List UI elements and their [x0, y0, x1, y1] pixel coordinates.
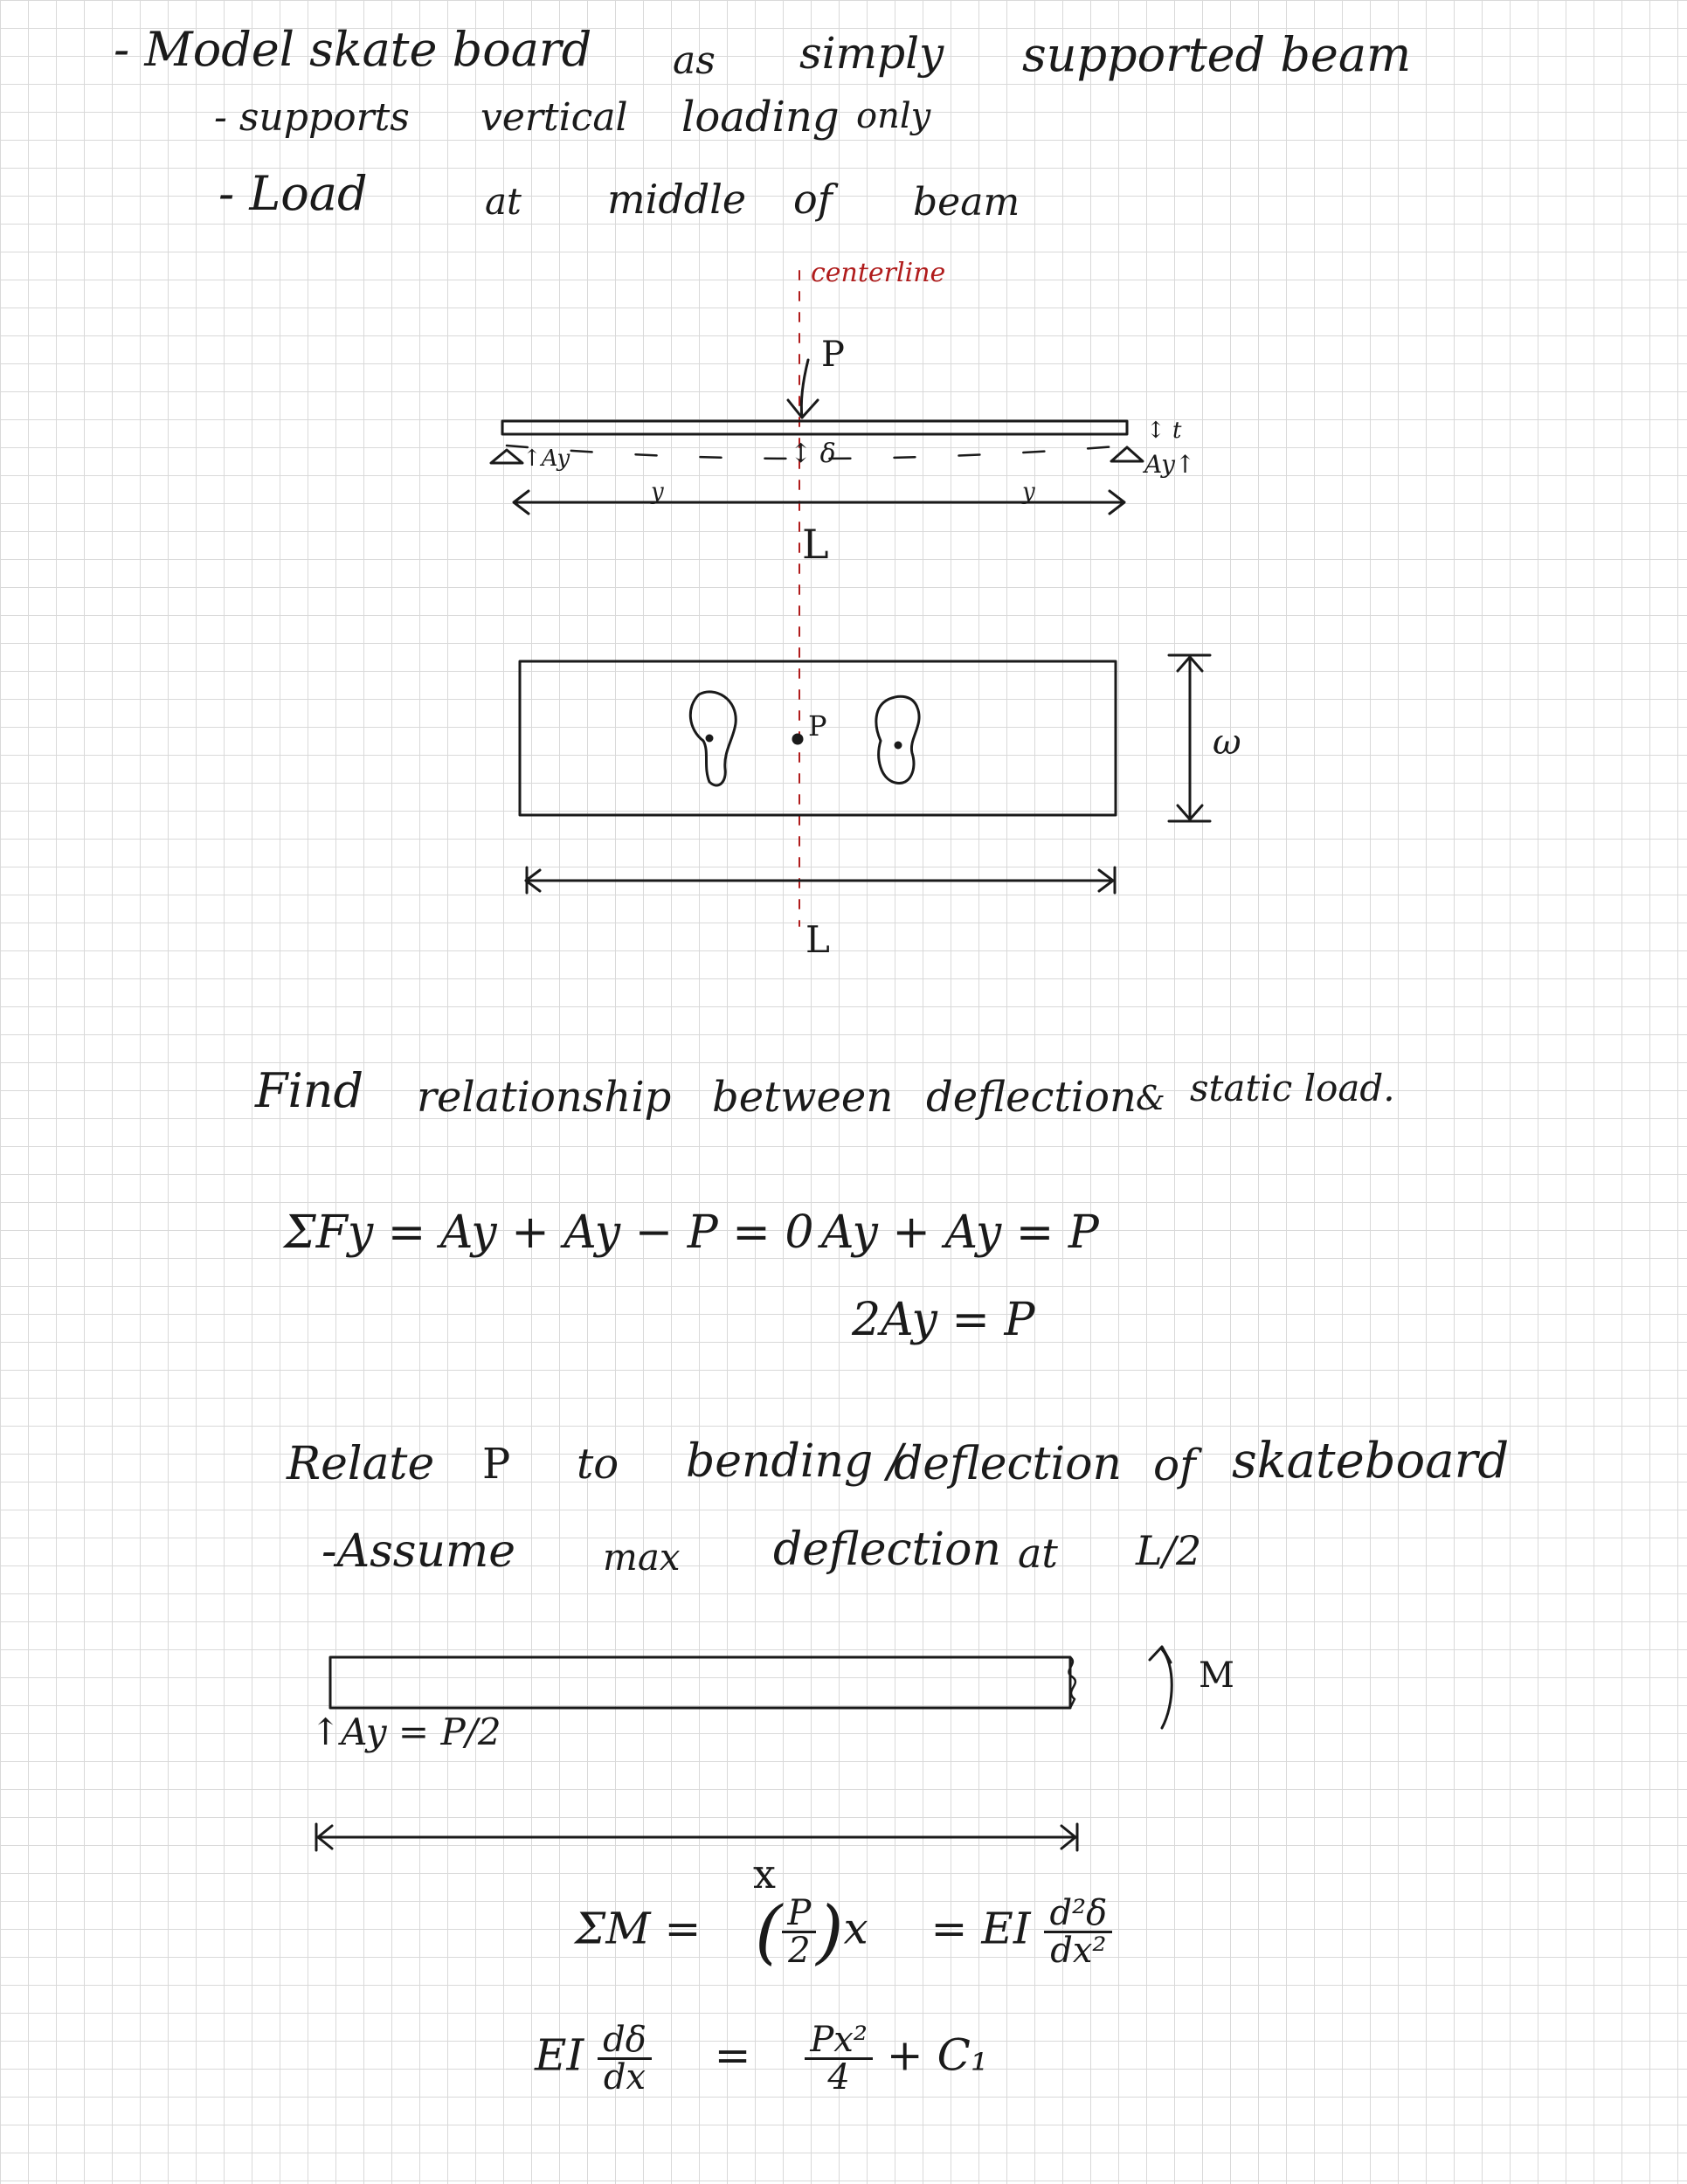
- relate-w2: P: [482, 1440, 511, 1489]
- moment-eq: ΣM = ( $\frac{P}{2}$ )x = EI $\frac{\text{d²δ}}{\text{dx²}}$: [575, 1896, 1112, 1968]
- integral-eq-tail: + C₁: [886, 2029, 988, 2081]
- section-reaction-label: ↑Ay = P/2: [310, 1711, 501, 1753]
- deflection-label: ↕ δ: [790, 439, 836, 469]
- note-line2-a: - supports: [214, 95, 410, 140]
- half-mark-left: y: [651, 479, 664, 505]
- two-ay-eq: 2Ay = P: [852, 1294, 1035, 1346]
- moment-label: M: [1199, 1655, 1234, 1696]
- note-line3-d: of: [793, 176, 833, 223]
- note-line2-b: vertical: [481, 95, 628, 140]
- find-w1: Find: [255, 1063, 364, 1118]
- assume-w4: at: [1018, 1530, 1058, 1577]
- top-load-label: P: [808, 709, 827, 743]
- side-length-label: L: [802, 521, 829, 568]
- note-line1-b: as: [673, 38, 716, 83]
- integral-eq-eq: =: [714, 2029, 751, 2081]
- width-label: ω: [1213, 722, 1241, 763]
- note-line1-a: - Model skate board: [114, 22, 592, 77]
- left-support: [491, 450, 522, 463]
- left-reaction-label: ↑Ay: [522, 446, 570, 472]
- right-reaction-label: Ay↑: [1144, 450, 1196, 479]
- note-line3-b: at: [485, 180, 522, 223]
- relate-w5: deflection: [894, 1438, 1122, 1490]
- relate-w4: bending /: [686, 1435, 903, 1488]
- assume-w5: L/2: [1136, 1527, 1202, 1574]
- moment-eq-rhs: = EI: [930, 1903, 1031, 1954]
- moment-eq-frac-num: P: [782, 1896, 816, 1933]
- load-point: [793, 735, 802, 743]
- integral-eq-deriv: [598, 2020, 652, 2098]
- relate-w6: of: [1153, 1440, 1196, 1490]
- relate-w1: Relate: [287, 1438, 435, 1490]
- integral-eq-px: [805, 2020, 873, 2098]
- assume-w3: deflection: [773, 1524, 1001, 1576]
- moment-eq-d2: [1044, 1893, 1112, 1971]
- integral-eq-px-num: Px²: [805, 2022, 873, 2060]
- find-w6: static load.: [1190, 1067, 1395, 1109]
- note-line3-c: middle: [607, 176, 747, 223]
- thickness-label: ↕ t: [1146, 418, 1182, 444]
- integral-eq: [535, 2020, 988, 2098]
- side-beam: [502, 421, 1127, 434]
- load-arrow: [801, 360, 808, 418]
- moment-eq-d2-den: dx²: [1050, 1931, 1107, 1971]
- centerline-label: centerline: [811, 258, 946, 288]
- moment-eq-lhs: ΣM =: [575, 1903, 702, 1954]
- find-w3: between: [712, 1073, 894, 1122]
- sum-fy-eq: ΣFy = Ay + Ay − P = 0: [284, 1206, 814, 1259]
- moment-eq-d2-num: d²δ: [1044, 1896, 1112, 1933]
- relate-w3: to: [577, 1440, 619, 1489]
- integral-eq-d-num: dδ: [598, 2022, 652, 2060]
- integral-eq-d-den: dx: [603, 2057, 646, 2098]
- find-w2: relationship: [417, 1073, 672, 1122]
- moment-eq-fraction: [782, 1893, 816, 1971]
- assume-w2: max: [603, 1536, 681, 1579]
- assume-w1: -Assume: [321, 1525, 516, 1578]
- find-w5: &: [1136, 1079, 1165, 1117]
- note-line1-d: supported beam: [1022, 27, 1412, 82]
- section-length-label: x: [753, 1850, 776, 1897]
- ay-sum-eq: Ay + Ay = P: [821, 1206, 1099, 1259]
- note-line2-c: loading: [681, 93, 840, 142]
- note-line3-e: beam: [913, 180, 1020, 225]
- right-foot: [876, 696, 919, 783]
- relate-w7: skateboard: [1232, 1433, 1510, 1489]
- note-line1-c: simply: [799, 28, 944, 79]
- load-label: P: [821, 335, 845, 375]
- note-line3-a: - Load: [218, 166, 368, 221]
- moment-eq-mid: x: [843, 1903, 868, 1954]
- moment-eq-frac-den: 2: [788, 1931, 811, 1971]
- integral-eq-px-den: 4: [827, 2057, 850, 2098]
- top-length-label: L: [805, 918, 830, 961]
- integral-eq-lhs: EI: [535, 2029, 584, 2081]
- right-support: [1111, 447, 1143, 461]
- section-beam: [330, 1657, 1070, 1708]
- find-w4: deflection: [926, 1073, 1137, 1122]
- note-line2-d: only: [856, 96, 931, 136]
- half-mark-right: y: [1022, 479, 1035, 505]
